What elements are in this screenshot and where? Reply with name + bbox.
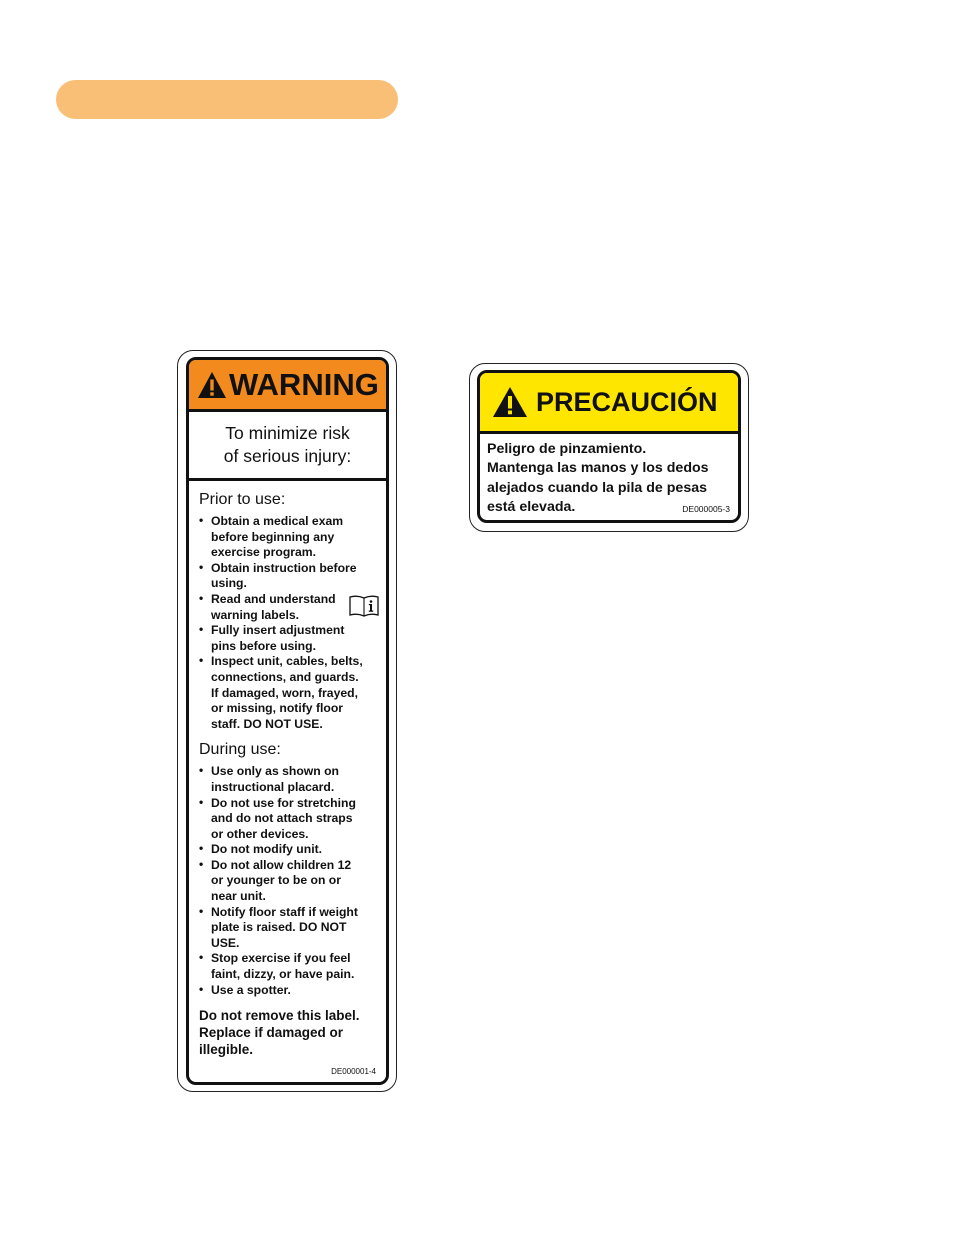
precaucion-line: alejados cuando la pila de pesas	[487, 479, 707, 496]
list-item: • Obtain instruction before using.	[199, 561, 386, 592]
list-item: • Read and understand warning labels.	[199, 592, 386, 623]
prior-to-use-list	[199, 514, 386, 732]
warning-subtitle	[189, 412, 386, 481]
warning-label	[186, 357, 389, 1085]
precaucion-line: Mantenga las manos y los dedos	[487, 460, 709, 477]
warning-header	[189, 360, 386, 412]
list-item: • Obtain a medical exam before beginning any exercise program.	[199, 514, 386, 561]
precaucion-header	[480, 373, 738, 434]
list-item: • Stop exercise if you feel faint, dizzy, or have pain.	[199, 951, 386, 982]
warning-label-code: DE000001-4	[331, 1067, 376, 1076]
precaucion-line: está elevada.	[487, 498, 576, 515]
during-use-heading: During use:	[199, 741, 281, 759]
during-use-list	[199, 764, 386, 998]
list-item: • Do not allow children 12 or younger to be on or near unit.	[199, 858, 386, 905]
manual-book-info-icon	[349, 595, 379, 617]
precaucion-line: Peligro de pinzamiento.	[487, 441, 647, 457]
list-item: • Use only as shown on instructional placard.	[199, 764, 386, 795]
list-item: • Do not use for stretching and do not attach straps or other devices.	[199, 796, 386, 843]
prior-to-use-heading: Prior to use:	[199, 491, 286, 508]
precaucion-label	[477, 370, 741, 523]
alert-triangle-icon	[197, 371, 227, 399]
section-header-bar	[56, 80, 398, 119]
warning-subtitle-line1: To minimize risk	[225, 423, 350, 443]
precaucion-signal-word: PRECAUCIÓN	[536, 386, 718, 417]
list-item: • Fully insert adjustment pins before using.	[199, 623, 386, 654]
alert-triangle-icon	[492, 386, 528, 418]
warning-body	[189, 481, 386, 1058]
list-item: • Notify floor staff if weight plate is raised. DO NOT USE.	[199, 905, 386, 952]
warning-subtitle-line2: of serious injury:	[223, 446, 352, 466]
list-item: • Do not modify unit.	[199, 842, 386, 858]
do-not-remove-note: Do not remove this label. Replace if damaged or illegible.	[199, 1008, 360, 1058]
list-item: • Inspect unit, cables, belts, connections, and guards. If damaged, worn, frayed, or missing, notify floor staff. DO NOT USE.	[199, 654, 386, 732]
list-item: • Use a spotter.	[199, 983, 386, 999]
precaucion-label-code: DE000005-3	[682, 504, 730, 514]
warning-signal-word: WARNING	[229, 367, 379, 402]
